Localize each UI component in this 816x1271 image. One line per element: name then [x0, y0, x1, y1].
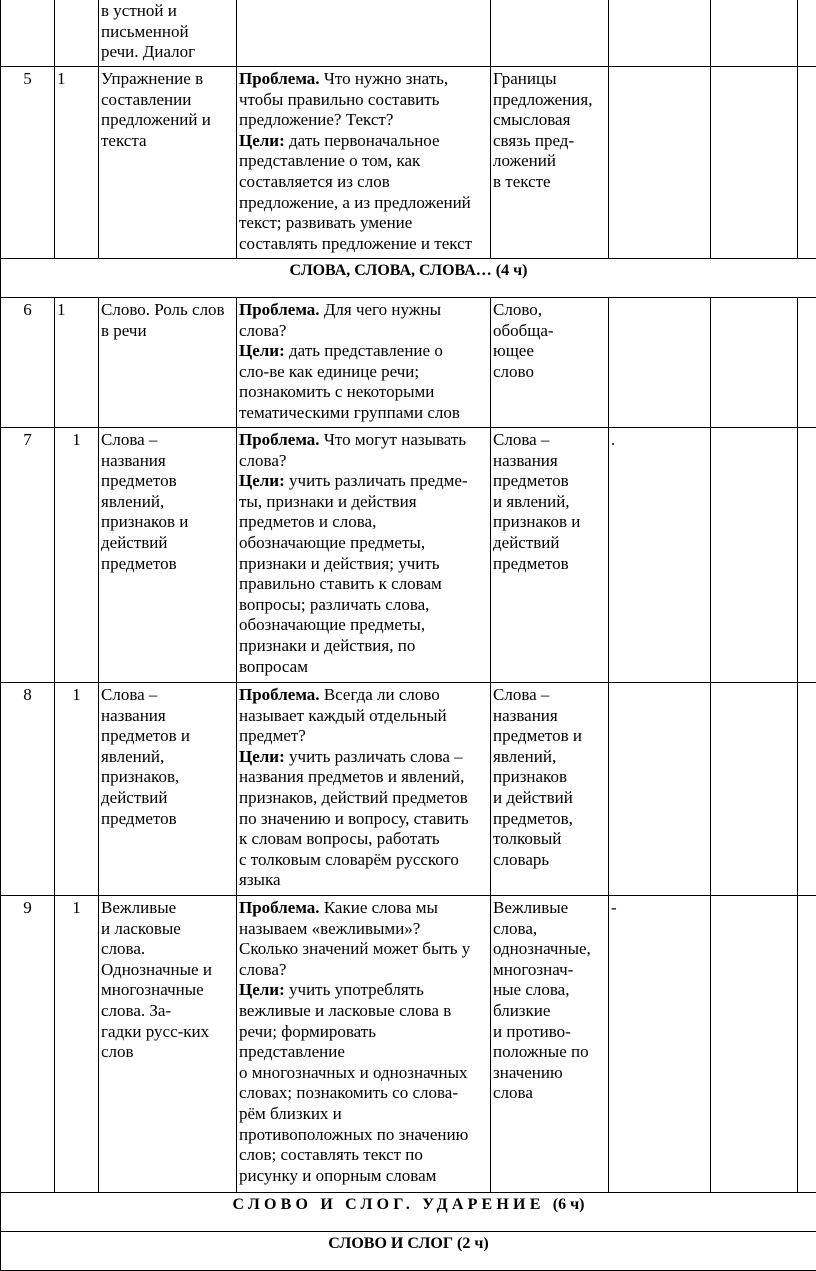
hours-cell: 1	[55, 683, 99, 896]
goals-text: составлять предложение и текст	[239, 234, 488, 255]
topic-cell	[99, 428, 237, 683]
topic-line: текста	[101, 131, 234, 152]
topic-line: названия	[101, 706, 234, 727]
table-row	[1, 67, 816, 259]
lesson-number-cell	[1, 0, 55, 67]
empty-cell	[711, 67, 798, 259]
problem-text: называет каждый отдельный	[239, 706, 488, 727]
topic-line: предметов	[101, 471, 234, 492]
concept-line: и противо-	[493, 1022, 606, 1043]
empty-cell	[711, 896, 798, 1193]
topic-line: действий	[101, 533, 234, 554]
empty-cell	[711, 683, 798, 896]
goals-label: Цели:	[239, 341, 285, 360]
notes-cell: -	[609, 896, 711, 1193]
concept-line: предметов и	[493, 726, 606, 747]
goals-text: рём близких и	[239, 1104, 488, 1125]
goals-text: противоположных по значению	[239, 1125, 488, 1146]
goals-text: вежливые и ласковые слова в	[239, 1001, 488, 1022]
problem-goals-cell	[237, 0, 491, 67]
goals-text: вопросы; различать слова,	[239, 595, 488, 616]
problem-text: Какие слова мы	[320, 898, 438, 917]
section-title: СЛОВО И СЛОГ	[328, 1235, 453, 1252]
goals-text: вопросам	[239, 657, 488, 678]
concept-line: смысловая	[493, 110, 606, 131]
problem-label: Проблема.	[239, 300, 320, 319]
problem-text: чтобы правильно составить	[239, 90, 488, 111]
concept-line: в тексте	[493, 172, 606, 193]
topic-cell	[99, 0, 237, 67]
goals-text: рисунку и опорным словам	[239, 1166, 488, 1187]
concept-line: ные слова,	[493, 980, 606, 1001]
topic-line: Слова –	[101, 430, 234, 451]
section-title: СЛОВА, СЛОВА, СЛОВА…	[290, 262, 492, 279]
concept-line: многознач-	[493, 960, 606, 981]
goals-text: учить различать предме-	[285, 471, 468, 490]
topic-line: составлении	[101, 90, 234, 111]
goals-text: познакомить с некоторыми	[239, 382, 488, 403]
topic-line: слова. За-	[101, 1001, 234, 1022]
concepts-cell	[491, 67, 609, 259]
problem-goals-cell	[237, 896, 491, 1193]
goals-text: дать первоначальное	[285, 131, 440, 150]
section-hours: (6 ч)	[553, 1196, 585, 1213]
goals-text: сло-ве как единице речи;	[239, 362, 488, 383]
topic-line: слов	[101, 1042, 234, 1063]
concepts-cell	[491, 298, 609, 428]
goals-text: предложение, а из предложений	[239, 193, 488, 214]
topic-cell	[99, 896, 237, 1193]
topic-line: речи. Диалог	[101, 42, 234, 63]
concept-line: и явлений,	[493, 492, 606, 513]
concept-line: Слова –	[493, 685, 606, 706]
concept-line: предметов,	[493, 809, 606, 830]
topic-line: Слово. Роль слов	[101, 300, 234, 321]
concept-line: явлений,	[493, 747, 606, 768]
concept-line: Границы	[493, 69, 606, 90]
concept-line: предметов	[493, 554, 606, 575]
concept-line: действий	[493, 533, 606, 554]
topic-line: предметов и	[101, 726, 234, 747]
goals-label: Цели:	[239, 980, 285, 999]
empty-cell	[798, 298, 816, 428]
hours-cell: 1	[55, 298, 99, 428]
hours-cell: 1	[55, 67, 99, 259]
problem-text: слова?	[239, 960, 488, 981]
problem-text: Что нужно знать,	[320, 69, 449, 88]
empty-cell	[798, 428, 816, 683]
topic-line: предметов	[101, 809, 234, 830]
section-title: СЛОВО И СЛОГ. УДАРЕНИЕ	[233, 1196, 545, 1213]
concept-line: Слово,	[493, 300, 606, 321]
empty-cell	[609, 0, 711, 67]
problem-text: слова?	[239, 451, 488, 472]
topic-line: Упражнение в	[101, 69, 234, 90]
concept-line: слова,	[493, 919, 606, 940]
concept-line: названия	[493, 451, 606, 472]
lesson-number-cell: 5	[1, 67, 55, 259]
empty-cell	[609, 683, 711, 896]
concept-line: признаков	[493, 767, 606, 788]
problem-label: Проблема.	[239, 898, 320, 917]
topic-line: предметов	[101, 554, 234, 575]
topic-line: слова.	[101, 939, 234, 960]
lesson-number-cell: 6	[1, 298, 55, 428]
empty-cell	[798, 896, 816, 1193]
topic-line: названия	[101, 451, 234, 472]
table-row	[1, 0, 816, 67]
problem-text: Что могут называть	[320, 430, 467, 449]
empty-cell	[711, 428, 798, 683]
topic-line: явлений,	[101, 492, 234, 513]
concepts-cell	[491, 896, 609, 1193]
topic-line: признаков,	[101, 767, 234, 788]
goals-text: признаки и действия; учить	[239, 554, 488, 575]
section-row	[1, 259, 816, 298]
goals-text: предметов и слова,	[239, 512, 488, 533]
goals-text: обозначающие предметы,	[239, 533, 488, 554]
concept-line: слова	[493, 1083, 606, 1104]
section-hours: (4 ч)	[496, 262, 528, 279]
goals-text: к словам вопросы, работать	[239, 829, 488, 850]
goals-text: признаков, действий предметов	[239, 788, 488, 809]
hours-cell	[55, 0, 99, 67]
problem-text: предмет?	[239, 726, 488, 747]
goals-text: представление о том, как	[239, 151, 488, 172]
goals-text: о многозначных и однозначных	[239, 1063, 488, 1084]
topic-line: явлений,	[101, 747, 234, 768]
goals-text: текст; развивать умение	[239, 213, 488, 234]
section-heading	[1, 1193, 816, 1232]
problem-goals-cell	[237, 428, 491, 683]
topic-line: действий	[101, 788, 234, 809]
concept-line: признаков и	[493, 512, 606, 533]
concept-line: обобща-	[493, 321, 606, 342]
topic-line: и ласковые	[101, 919, 234, 940]
goals-text: языка	[239, 870, 488, 891]
topic-line: Слова –	[101, 685, 234, 706]
goals-text: учить употреблять	[285, 980, 424, 999]
problem-label: Проблема.	[239, 685, 320, 704]
lesson-number-cell: 8	[1, 683, 55, 896]
goals-text: речи; формировать	[239, 1022, 488, 1043]
empty-cell	[609, 298, 711, 428]
table-row	[1, 683, 816, 896]
problem-label: Проблема.	[239, 69, 320, 88]
concepts-cell	[491, 0, 609, 67]
topic-line: Однозначные и	[101, 960, 234, 981]
problem-goals-cell	[237, 67, 491, 259]
concept-line: названия	[493, 706, 606, 727]
goals-text: дать представление о	[285, 341, 443, 360]
lesson-number-cell: 7	[1, 428, 55, 683]
concept-line: ющее	[493, 341, 606, 362]
problem-goals-cell	[237, 298, 491, 428]
section-hours: (2 ч)	[457, 1235, 489, 1252]
topic-line: предложений и	[101, 110, 234, 131]
concept-line: однозначные,	[493, 939, 606, 960]
goals-label: Цели:	[239, 131, 285, 150]
table-row	[1, 298, 816, 428]
concept-line: связь пред-	[493, 131, 606, 152]
problem-text: слова?	[239, 321, 488, 342]
empty-cell	[711, 0, 798, 67]
topic-line: в устной и	[101, 1, 234, 22]
goals-label: Цели:	[239, 471, 285, 490]
concept-line: ложений	[493, 151, 606, 172]
concept-line: словарь	[493, 850, 606, 871]
goals-text: правильно ставить к словам	[239, 574, 488, 595]
problem-text: Для чего нужны	[320, 300, 441, 319]
empty-cell	[798, 67, 816, 259]
concept-line: и действий	[493, 788, 606, 809]
hours-cell: 1	[55, 896, 99, 1193]
goals-text: учить различать слова –	[285, 747, 463, 766]
goals-text: по значению и вопросу, ставить	[239, 809, 488, 830]
concept-line: предложения,	[493, 90, 606, 111]
problem-text: Сколько значений может быть у	[239, 939, 488, 960]
concept-line: значению	[493, 1063, 606, 1084]
empty-cell	[798, 683, 816, 896]
problem-text: называем «вежливыми»?	[239, 919, 488, 940]
problem-goals-cell	[237, 683, 491, 896]
section-row	[1, 1232, 816, 1271]
goals-label: Цели:	[239, 747, 285, 766]
concepts-cell	[491, 683, 609, 896]
section-row	[1, 1193, 816, 1232]
goals-text: слов; составлять текст по	[239, 1145, 488, 1166]
empty-cell	[711, 298, 798, 428]
topic-line: признаков и	[101, 512, 234, 533]
goals-text: составляется из слов	[239, 172, 488, 193]
goals-text: признаки и действия, по	[239, 636, 488, 657]
topic-line: в речи	[101, 321, 234, 342]
concept-line: Вежливые	[493, 898, 606, 919]
empty-cell	[609, 67, 711, 259]
table-row	[1, 896, 816, 1193]
problem-text: предложение? Текст?	[239, 110, 488, 131]
goals-text: названия предметов и явлений,	[239, 767, 488, 788]
section-heading	[1, 1232, 816, 1271]
concept-line: толковый	[493, 829, 606, 850]
topic-line: Вежливые	[101, 898, 234, 919]
hours-cell: 1	[55, 428, 99, 683]
goals-text: с толковым словарём русского	[239, 850, 488, 871]
notes-cell: .	[609, 428, 711, 683]
table-row	[1, 428, 816, 683]
lesson-number-cell: 9	[1, 896, 55, 1193]
concept-line: предметов	[493, 471, 606, 492]
topic-line: письменной	[101, 22, 234, 43]
goals-text: ты, признаки и действия	[239, 492, 488, 513]
empty-cell	[798, 0, 816, 67]
topic-line: гадки русс-ких	[101, 1022, 234, 1043]
goals-text: тематическими группами слов	[239, 403, 488, 424]
topic-line: многозначные	[101, 980, 234, 1001]
goals-text: обозначающие предметы,	[239, 615, 488, 636]
concepts-cell	[491, 428, 609, 683]
problem-text: Всегда ли слово	[320, 685, 440, 704]
goals-text: словах; познакомить со слова-	[239, 1083, 488, 1104]
problem-label: Проблема.	[239, 430, 320, 449]
topic-cell	[99, 298, 237, 428]
concept-line: положные по	[493, 1042, 606, 1063]
concept-line: близкие	[493, 1001, 606, 1022]
concept-line: Слова –	[493, 430, 606, 451]
section-heading	[1, 259, 816, 298]
topic-cell	[99, 67, 237, 259]
goals-text: представление	[239, 1042, 488, 1063]
topic-cell	[99, 683, 237, 896]
concept-line: слово	[493, 362, 606, 383]
